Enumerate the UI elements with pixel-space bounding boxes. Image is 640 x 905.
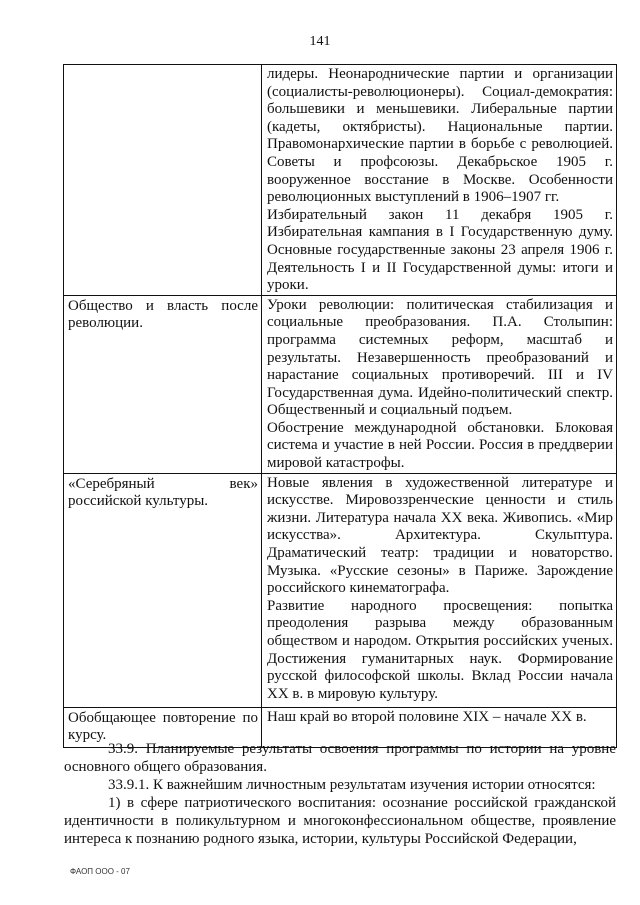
- content-paragraph: Уроки революции: политическая стабилизация и социальные преобразования. П.А. Столыпин: программа системных реформ, масштаб и результаты. Незавершенность преобразований и нарастание социальных противоречий. III и IV Государственная дума. Идейно-политический спектр. Общественный и социальный подъем.: [267, 296, 613, 419]
- content-paragraph: Обострение международной обстановки. Блоковая система и участие в ней России. Россия в преддверии мировой катастрофы.: [267, 419, 613, 472]
- topic-cell: [64, 473, 262, 707]
- topic-text: Общество и власть после революции.: [68, 297, 258, 332]
- topic-cell: [64, 65, 262, 296]
- content-cell: [262, 473, 617, 707]
- content-paragraph: Новые явления в художественной литературе и искусстве. Мировоззренческие ценности и стиль жизни. Литература начала XX века. Живопись. «Мир искусства». Архитектура. Скульптура. Драматический театр: традиции и новаторство. Музыка. «Русские сезоны» в Париже. Зарождение российского кинематографа.: [267, 474, 613, 597]
- content-paragraph: Наш край во второй половине XIX – начале XX в.: [267, 708, 587, 725]
- table-row: [64, 473, 617, 707]
- content-paragraph: Избирательный закон 11 декабря 1905 г. Избирательная кампания в I Государственную думу. Основные государственные законы 23 апреля 1906 г. Деятельность I и II Государственной думы: итоги и уроки.: [267, 206, 613, 294]
- topic-text: «Серебряный век» российской культуры.: [68, 475, 258, 510]
- content-cell: [262, 65, 617, 296]
- curriculum-table: [63, 64, 617, 748]
- body-paragraph: 1) в сфере патриотического воспитания: осознание российской гражданской идентичности в поликультурном и многоконфессиональном обществе, проявление интереса к познанию родного языка, истории, культуры Российской Федерации,: [64, 795, 616, 847]
- body-paragraph: 33.9. Планируемые результаты освоения программы по истории на уровне основного общего образования.: [64, 741, 616, 775]
- page-number: 141: [309, 34, 331, 49]
- body-text: [64, 740, 616, 848]
- document-footer: ФАОП ООО - 07: [70, 867, 130, 876]
- topic-text: Обобщающее повторение по курсу.: [68, 709, 258, 744]
- content-cell: [262, 295, 617, 473]
- content-paragraph: лидеры. Неонароднические партии и организации (социалисты-революционеры). Социал-демократия: большевики и меньшевики. Либеральные партии (кадеты, октябристы). Национальные партии. Правомонархические партии в борьбе с революцией. Советы и профсоюзы. Декабрьское 1905 г. вооруженное восстание в Москве. Особенности революционных выступлений в 1906–1907 гг.: [267, 66, 613, 206]
- content-paragraph: Развитие народного просвещения: попытка преодоления разрыва между образованным обществом и народом. Открытия российских ученых. Достижения гуманитарных наук. Формирование русской философской школы. Вклад России начала XX в. в мировую культуру.: [267, 597, 613, 702]
- body-paragraph: 33.9.1. К важнейшим личностным результатам изучения истории относятся:: [108, 777, 596, 793]
- table-row: [64, 295, 617, 473]
- table-row: [64, 65, 617, 296]
- topic-cell: [64, 295, 262, 473]
